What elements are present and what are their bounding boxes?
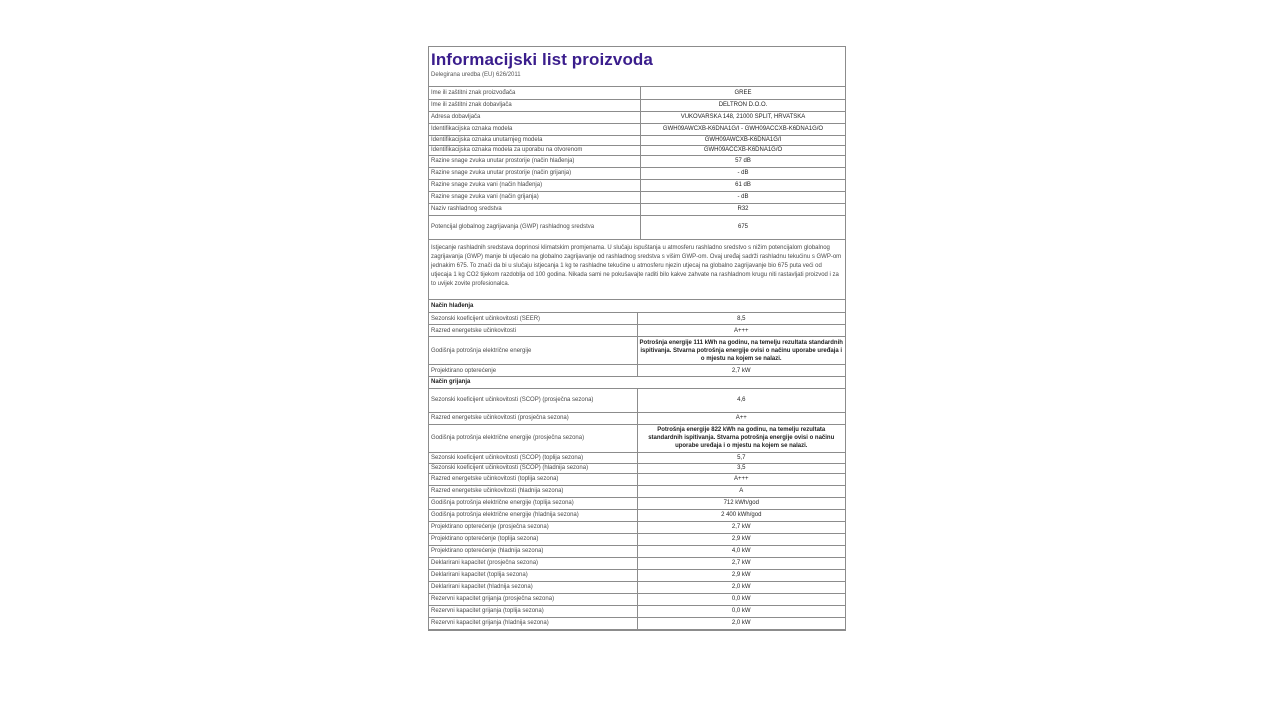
row-label: Identifikacijska oznaka unutarnjeg modela [429, 135, 641, 145]
table-row [429, 99, 845, 111]
row-value: A++ [637, 412, 845, 424]
row-label: Razine snage zvuka unutar prostorije (način hlađenja) [429, 155, 641, 167]
row-label: Deklarirani kapacitet (prosječna sezona) [429, 557, 637, 569]
row-value: R32 [641, 203, 846, 215]
page-title: Informacijski list proizvoda [431, 50, 653, 69]
table-row [429, 605, 845, 617]
table-row [429, 191, 845, 203]
refrigerant-note: Istjecanje rashladnih sredstava doprinosi klimatskim promjenama. U slučaju ispuštanja u atmosferu rashladno sredstvo s nižim potencijalom globalnog zagrijavanja (GWP) manje bi utjecalo na globalno zagrijavanje od rashladnog sredstva s višim GWP-om. Ovaj uređaj sadrži rashladnu tekućinu s GWP-om jednakim 675. To znači da bi u slučaju istjecanja 1 kg te rashladne tekućine u atmosferu njezin utjecaj na globalno zagrijavanje bio 675 puta veći od utjecaja 1 kg CO2 tijekom razdoblja od 100 godina. Nikada sami ne pokušavajte raditi bilo kakve zahvate na rashladnom krugu niti rastavljati proizvod i za to uvijek zovite profesionalca. [429, 240, 845, 300]
table-row [429, 145, 845, 155]
table-row [429, 581, 845, 593]
sheet-header [429, 47, 845, 87]
table-row [429, 155, 845, 167]
row-value: 2,0 kW [637, 581, 845, 593]
general-table [429, 87, 845, 240]
row-label: Deklarirani kapacitet (toplija sezona) [429, 569, 637, 581]
row-value: 57 dB [641, 155, 846, 167]
table-row [429, 545, 845, 557]
table-row [429, 473, 845, 485]
row-value: GWH09AWCXB-K6DNA1G/I - GWH09ACCXB-K6DNA1G/O [641, 123, 846, 135]
row-label: Razred energetske učinkovitosti (toplija sezona) [429, 473, 637, 485]
row-value: VUKOVARSKA 148, 21000 SPLIT, HRVATSKA [641, 111, 846, 123]
row-value: 2,9 kW [637, 533, 845, 545]
row-label: Naziv rashladnog sredstva [429, 203, 641, 215]
table-row [429, 203, 845, 215]
table-row [429, 313, 845, 325]
table-row [429, 497, 845, 509]
row-label: Rezervni kapacitet grijanja (prosječna sezona) [429, 593, 637, 605]
row-label: Projektirano opterećenje [429, 365, 637, 377]
row-label: Projektirano opterećenje (toplija sezona) [429, 533, 637, 545]
table-row [429, 388, 845, 412]
table-row [429, 593, 845, 605]
row-value: 712 kWh/god [637, 497, 845, 509]
regulation-reference: Delegirana uredba (EU) 626/2011 [431, 72, 521, 78]
row-value: 2,9 kW [637, 569, 845, 581]
row-label: Razine snage zvuka vani (način grijanja) [429, 191, 641, 203]
row-value: 61 dB [641, 179, 846, 191]
row-label: Sezonski koeficijent učinkovitosti (SCOP) (prosječna sezona) [429, 388, 637, 412]
row-label: Rezervni kapacitet grijanja (hladnija sezona) [429, 617, 637, 629]
table-row [429, 617, 845, 629]
row-label: Sezonski koeficijent učinkovitosti (SCOP) (hladnija sezona) [429, 463, 637, 473]
table-row [429, 325, 845, 337]
row-label: Ime ili zaštitni znak dobavljača [429, 99, 641, 111]
row-value: A+++ [637, 473, 845, 485]
row-value: 5,7 [637, 452, 845, 463]
row-value: A+++ [637, 325, 845, 337]
table-row [429, 365, 845, 377]
row-value: 2,7 kW [637, 521, 845, 533]
row-value: 0,0 kW [637, 593, 845, 605]
row-value: GREE [641, 87, 846, 99]
table-row [429, 452, 845, 463]
row-label: Godišnja potrošnja električne energije [429, 337, 637, 365]
row-value: 4,0 kW [637, 545, 845, 557]
row-label: Razred energetske učinkovitosti (prosječna sezona) [429, 412, 637, 424]
table-row [429, 123, 845, 135]
row-value: - dB [641, 191, 846, 203]
table-row [429, 179, 845, 191]
row-label: Razine snage zvuka unutar prostorije (način grijanja) [429, 167, 641, 179]
row-value: 2 400 kWh/god [637, 509, 845, 521]
row-label: Deklarirani kapacitet (hladnija sezona) [429, 581, 637, 593]
table-row [429, 337, 845, 365]
row-value: 4,6 [637, 388, 845, 412]
heating-table [429, 377, 845, 630]
table-row [429, 521, 845, 533]
row-value: 675 [641, 215, 846, 239]
table-row [429, 557, 845, 569]
table-row [429, 424, 845, 452]
row-label: Potencijal globalnog zagrijavanja (GWP) rashladnog sredstva [429, 215, 641, 239]
row-label: Adresa dobavljača [429, 111, 641, 123]
row-value: DELTRON D.O.O. [641, 99, 846, 111]
row-label: Razred energetske učinkovitosti (hladnija sezona) [429, 485, 637, 497]
cooling-table [429, 300, 845, 378]
row-value: Potrošnja energije 822 kWh na godinu, na temelju rezultata standardnih ispitivanja. Stvarna potrošnja energije ovisi o načinu uporabe uređaja i o mjestu na kojem se nalazi. [637, 424, 845, 452]
row-label: Projektirano opterećenje (prosječna sezona) [429, 521, 637, 533]
heating-section-heading: Način grijanja [429, 377, 845, 388]
row-label: Ime ili zaštitni znak proizvođača [429, 87, 641, 99]
row-label: Rezervni kapacitet grijanja (toplija sezona) [429, 605, 637, 617]
table-row [429, 167, 845, 179]
table-row [429, 569, 845, 581]
row-value: GWH09AWCXB-K6DNA1G/I [641, 135, 846, 145]
row-label: Identifikacijska oznaka modela [429, 123, 641, 135]
product-information-sheet [428, 46, 846, 631]
row-value: 2,0 kW [637, 617, 845, 629]
row-value: 2,7 kW [637, 557, 845, 569]
row-value: 3,5 [637, 463, 845, 473]
row-label: Godišnja potrošnja električne energije (toplija sezona) [429, 497, 637, 509]
row-value: 8,5 [637, 313, 845, 325]
row-label: Godišnja potrošnja električne energije (prosječna sezona) [429, 424, 637, 452]
row-value: GWH09ACCXB-K6DNA1G/O [641, 145, 846, 155]
row-label: Godišnja potrošnja električne energije (hladnija sezona) [429, 509, 637, 521]
table-row [429, 509, 845, 521]
row-value: Potrošnja energije 111 kWh na godinu, na temelju rezultata standardnih ispitivanja. Stvarna potrošnja energije ovisi o načinu uporabe uređaja i o mjestu na kojem se nalazi. [637, 337, 845, 365]
table-row [429, 533, 845, 545]
table-row [429, 485, 845, 497]
row-label: Sezonski koeficijent učinkovitosti (SEER) [429, 313, 637, 325]
row-label: Sezonski koeficijent učinkovitosti (SCOP) (toplija sezona) [429, 452, 637, 463]
row-label: Razred energetske učinkovitosti [429, 325, 637, 337]
row-label: Projektirano opterećenje (hladnija sezona) [429, 545, 637, 557]
row-value: A [637, 485, 845, 497]
row-value: 2,7 kW [637, 365, 845, 377]
row-label: Razine snage zvuka vani (način hlađenja) [429, 179, 641, 191]
row-label: Identifikacijska oznaka modela za uporabu na otvorenom [429, 145, 641, 155]
table-row [429, 111, 845, 123]
table-row [429, 215, 845, 239]
cooling-section-heading: Način hlađenja [429, 300, 845, 313]
table-row [429, 135, 845, 145]
table-row [429, 463, 845, 473]
row-value: - dB [641, 167, 846, 179]
table-row [429, 412, 845, 424]
row-value: 0,0 kW [637, 605, 845, 617]
table-row [429, 87, 845, 99]
